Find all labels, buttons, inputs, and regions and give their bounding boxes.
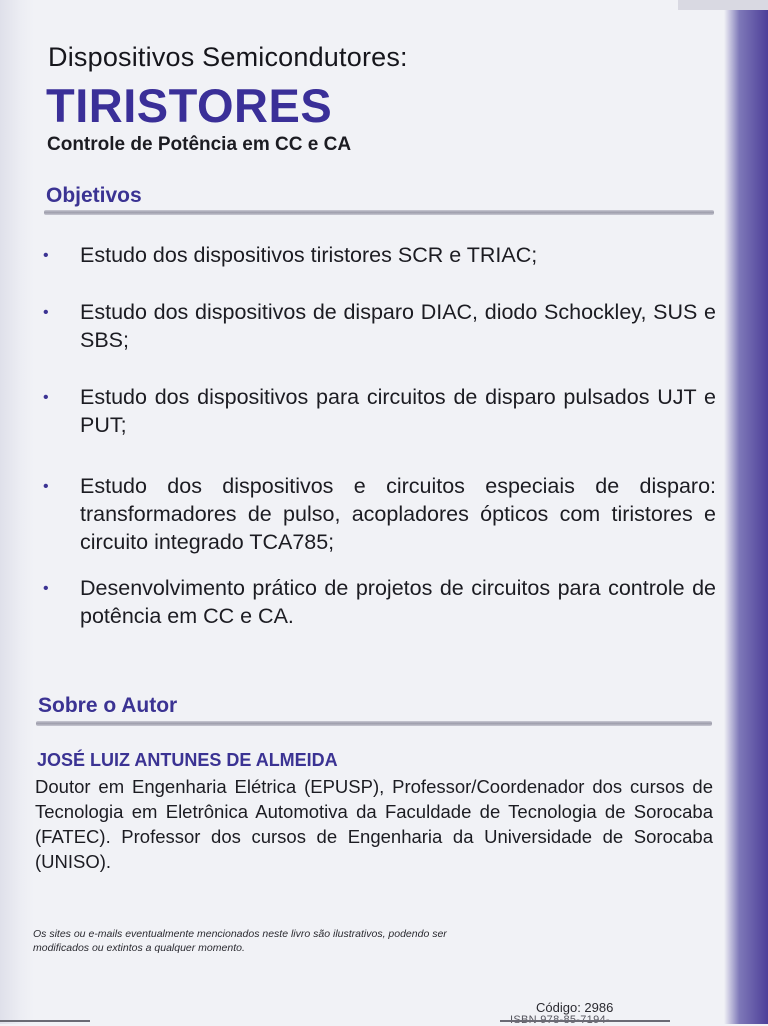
objective-item (40, 298, 716, 354)
bullet-icon: • (43, 478, 49, 495)
author-heading: Sobre o Autor (38, 694, 178, 717)
book-title: TIRISTORES (46, 79, 333, 132)
disclaimer-note: Os sites ou e-mails eventualmente mencionados neste livro são ilustrativos, podendo ser modificados ou extintos a qualquer momento. (33, 928, 447, 954)
product-code: Código: 2986 (536, 1000, 614, 1015)
bullet-icon: • (43, 389, 49, 406)
objectives-heading: Objetivos (46, 184, 142, 207)
objective-text: Estudo dos dispositivos de disparo DIAC, diodo Schockley, SUS e SBS; (80, 300, 716, 352)
bullet-icon: • (43, 580, 49, 597)
objective-item (40, 472, 716, 556)
objective-text: Estudo dos dispositivos e circuitos especiais de disparo: transformadores de pulso, acopladores ópticos com tiristores e circuito integrado TCA785; (80, 474, 716, 554)
objective-text: Desenvolvimento prático de projetos de circuitos para controle de potência em CC e CA. (80, 576, 716, 628)
book-tagline: Controle de Potência em CC e CA (47, 134, 352, 155)
objectives-divider (44, 210, 714, 215)
author-name: JOSÉ LUIZ ANTUNES DE ALMEIDA (37, 750, 338, 770)
author-bio: Doutor em Engenharia Elétrica (EPUSP), Professor/Coordenador dos cursos de Tecnologia em Eletrônica Automotiva da Faculdade de Tecnologia de Sorocaba (FATEC). Professor dos cursos de Engenharia da Universidade de Sorocaba (UNISO). (35, 776, 713, 872)
book-subtitle: Dispositivos Semicondutores: (48, 42, 408, 72)
bullet-icon: • (43, 304, 49, 321)
author-divider (36, 721, 712, 726)
objective-item (40, 241, 716, 270)
bullet-icon: • (43, 247, 49, 264)
objective-item (40, 383, 716, 439)
objective-text: Estudo dos dispositivos tiristores SCR e TRIAC; (80, 243, 538, 267)
footer-line (500, 1020, 670, 1022)
objective-text: Estudo dos dispositivos para circuitos de disparo pulsados UJT e PUT; (80, 385, 716, 437)
footer-line (0, 1020, 90, 1022)
objective-item (40, 574, 716, 630)
